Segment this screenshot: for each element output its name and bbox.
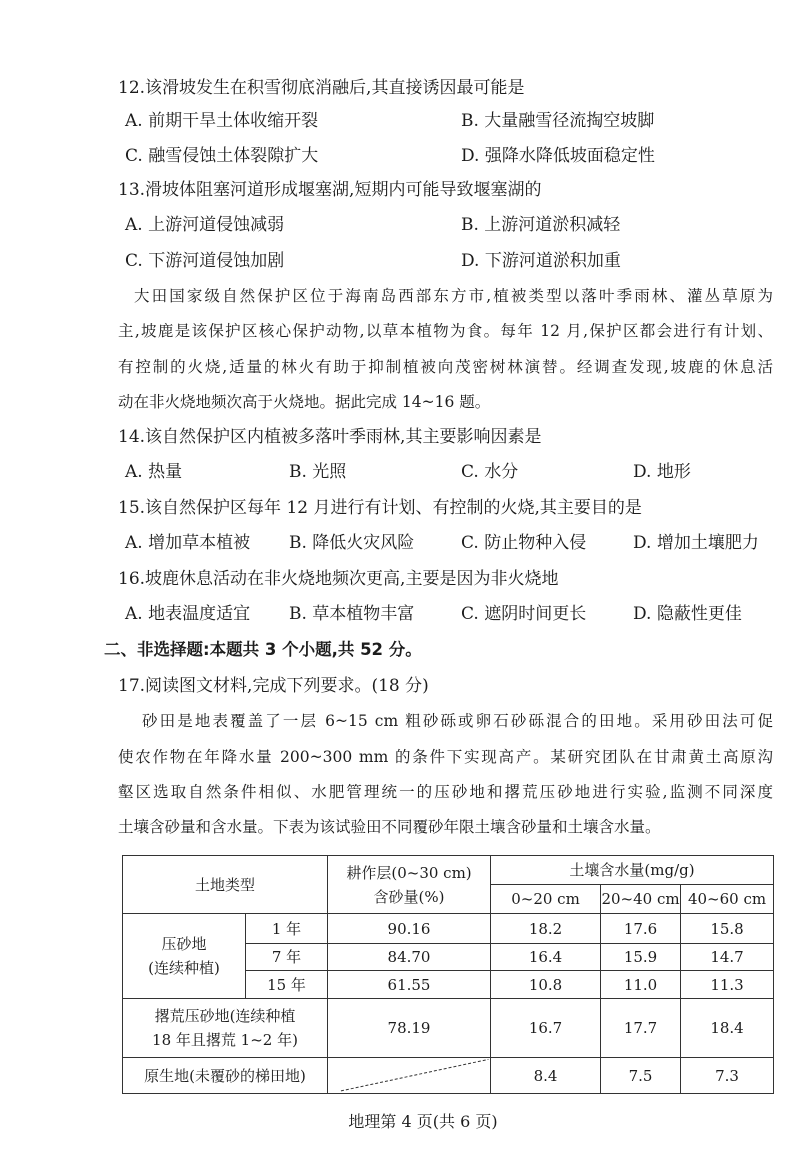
water-cell: 15.8 xyxy=(681,914,774,944)
header-water-content: 土壤含水量(mg/g) xyxy=(491,856,774,885)
header-depth-0-20: 0~20 cm xyxy=(491,885,601,914)
passage-1-line-4: 动在非火烧地频次高于火烧地。据此完成 14~16 题。 xyxy=(118,393,491,411)
passage-2-line-1: 砂田是地表覆盖了一层 6~15 cm 粗砂砾或卵石砂砾混合的田地。采用砂田法可促 xyxy=(142,712,773,730)
header-land-type: 土地类型 xyxy=(123,856,328,914)
question-12-option-a: A. 前期干旱土体收缩开裂 xyxy=(125,111,319,131)
pressed-sand-group-label xyxy=(123,914,246,999)
question-15-option-c: C. 防止物种入侵 xyxy=(461,533,587,553)
question-13-option-b: B. 上游河道淤积减轻 xyxy=(461,215,621,235)
header-depth-40-60: 40~60 cm xyxy=(681,885,774,914)
question-13-option-a: A. 上游河道侵蚀减弱 xyxy=(125,215,285,235)
water-cell: 15.9 xyxy=(601,944,681,971)
question-16-option-c: C. 遮阴时间更长 xyxy=(461,604,587,624)
question-14-stem: 14.该自然保护区内植被多落叶季雨林,其主要影响因素是 xyxy=(118,427,542,447)
water-cell: 11.3 xyxy=(681,971,774,999)
header-depth-20-40: 20~40 cm xyxy=(601,885,681,914)
years-cell: 1 年 xyxy=(246,914,328,944)
water-cell: 18.4 xyxy=(681,999,774,1058)
table-row xyxy=(123,914,774,944)
abandoned-land-label xyxy=(123,999,328,1058)
water-cell: 16.4 xyxy=(491,944,601,971)
table-row xyxy=(123,999,774,1058)
question-13-stem: 13.滑坡体阻塞河道形成堰塞湖,短期内可能导致堰塞湖的 xyxy=(118,180,542,200)
sand-cell: 90.16 xyxy=(328,914,491,944)
header-sand-line-2: 含砂量(%) xyxy=(373,887,445,906)
passage-2-line-4: 土壤含砂量和含水量。下表为该试验田不同覆砂年限土壤含砂量和土壤含水量。 xyxy=(118,818,661,836)
passage-2-line-3: 壑区选取自然条件相似、水肥管理统一的压砂地和撂荒压砂地进行实验,监测不同深度 xyxy=(118,783,773,801)
soil-data-table xyxy=(122,855,774,1094)
empty-diagonal-cell xyxy=(328,1058,491,1094)
passage-2-line-2: 使农作物在年降水量 200~300 mm 的条件下实现高产。某研究团队在甘肃黄土高原沟 xyxy=(118,748,773,766)
question-16-option-b: B. 草本植物丰富 xyxy=(289,604,415,624)
question-14-option-a: A. 热量 xyxy=(125,462,183,482)
question-12-option-d: D. 强降水降低坡面稳定性 xyxy=(461,146,655,166)
question-13-option-d: D. 下游河道淤积加重 xyxy=(461,251,621,271)
question-12-stem: 12.该滑坡发生在积雪彻底消融后,其直接诱因最可能是 xyxy=(118,78,525,98)
question-13-option-c: C. 下游河道侵蚀加剧 xyxy=(125,251,285,271)
sand-cell: 84.70 xyxy=(328,944,491,971)
question-17-stem: 17.阅读图文材料,完成下列要求。(18 分) xyxy=(118,676,429,696)
water-cell: 11.0 xyxy=(601,971,681,999)
years-cell: 15 年 xyxy=(246,971,328,999)
question-14-option-b: B. 光照 xyxy=(289,462,347,482)
water-cell: 14.7 xyxy=(681,944,774,971)
water-cell: 16.7 xyxy=(491,999,601,1058)
question-15-option-b: B. 降低火灾风险 xyxy=(289,533,415,553)
passage-1-line-2: 主,坡鹿是该保护区核心保护动物,以草本植物为食。每年 12 月,保护区都会进行有计划、 xyxy=(118,322,773,340)
water-cell: 18.2 xyxy=(491,914,601,944)
question-15-option-a: A. 增加草本植被 xyxy=(125,533,251,553)
abandoned-label-line-1: 撂荒压砂地(连续种植 xyxy=(154,1007,296,1025)
diagonal-line xyxy=(328,1058,490,1093)
question-16-option-d: D. 隐蔽性更佳 xyxy=(633,604,742,624)
table-header-row xyxy=(123,856,774,885)
question-16-stem: 16.坡鹿休息活动在非火烧地频次更高,主要是因为非火烧地 xyxy=(118,569,559,589)
native-land-label: 原生地(未覆砂的梯田地) xyxy=(123,1058,328,1094)
question-14-option-c: C. 水分 xyxy=(461,462,519,482)
page-footer: 地理第 4 页(共 6 页) xyxy=(348,1112,498,1131)
passage-1-line-3: 有控制的火烧,适量的林火有助于抑制植被向茂密树林演替。经调查发现,坡鹿的休息活 xyxy=(118,358,773,376)
abandoned-label-line-2: 18 年且撂荒 1~2 年) xyxy=(152,1031,298,1049)
group-label-line-2: (连续种植) xyxy=(148,959,220,977)
question-15-stem: 15.该自然保护区每年 12 月进行有计划、有控制的火烧,其主要目的是 xyxy=(118,498,642,518)
group-label-line-1: 压砂地 xyxy=(161,935,207,953)
years-cell: 7 年 xyxy=(246,944,328,971)
water-cell: 17.6 xyxy=(601,914,681,944)
question-14-option-d: D. 地形 xyxy=(633,462,691,482)
sand-cell: 78.19 xyxy=(328,999,491,1058)
section-2-heading: 二、非选择题:本题共 3 个小题,共 52 分。 xyxy=(104,640,422,659)
question-16-option-a: A. 地表温度适宜 xyxy=(125,604,251,624)
water-cell: 7.3 xyxy=(681,1058,774,1094)
question-12-option-b: B. 大量融雪径流掏空坡脚 xyxy=(461,111,655,131)
sand-cell: 61.55 xyxy=(328,971,491,999)
passage-1-line-1: 大田国家级自然保护区位于海南岛西部东方市,植被类型以落叶季雨林、灌丛草原为 xyxy=(134,287,773,305)
header-sand-content xyxy=(328,856,491,914)
water-cell: 10.8 xyxy=(491,971,601,999)
water-cell: 8.4 xyxy=(491,1058,601,1094)
table-row xyxy=(123,1058,774,1094)
question-15-option-d: D. 增加土壤肥力 xyxy=(633,533,759,553)
question-12-option-c: C. 融雪侵蚀土体裂隙扩大 xyxy=(125,146,319,166)
water-cell: 17.7 xyxy=(601,999,681,1058)
header-sand-line-1: 耕作层(0~30 cm) xyxy=(346,863,472,882)
water-cell: 7.5 xyxy=(601,1058,681,1094)
